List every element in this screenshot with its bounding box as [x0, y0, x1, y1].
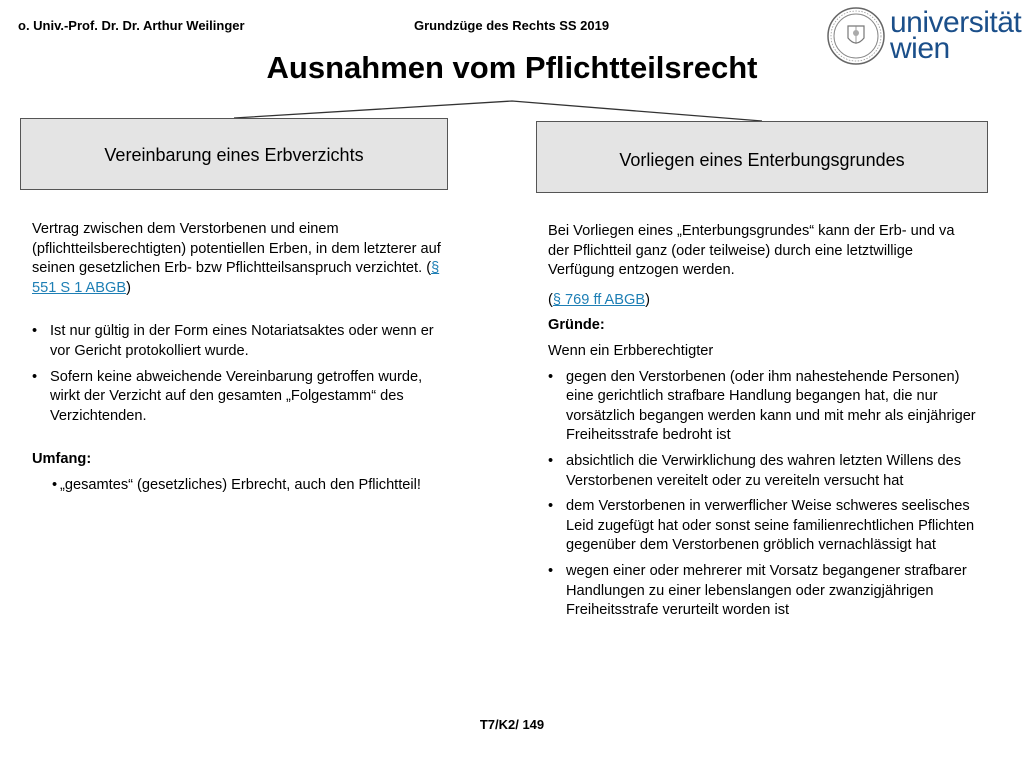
left-intro-close: ) — [126, 279, 131, 296]
right-column — [548, 222, 978, 621]
left-intro-text: Vertrag zwischen dem Verstorbenen und einem (pflichtteilsberechtigten) potentiellen Erben, in dem letzterer auf seinen gesetzlichen Erb- bzw Pflichtteilsanspruch verzichtet. ( — [32, 221, 441, 277]
list-item: • dem Verstorbenen in verwerflicher Weise schweres seelisches Leid zugefügt hat oder sonst seine familienrechtlichen Pflichten gegenüber dem Verstorbenen gröblich vernachlässigt hat — [548, 498, 975, 554]
list-item: • Ist nur gültig in der Form eines Notariatsaktes oder wenn er vor Gericht protokolliert wurde. — [32, 323, 434, 359]
box-erbverzicht: Vereinbarung eines Erbverzichts — [20, 118, 448, 190]
right-link-line: (§ 769 ff ABGB) — [548, 291, 650, 308]
list-item: • wegen einer oder mehrerer mit Vorsatz begangener strafbarer Handlungen zu einer lebenslangen oder zwanzigjährigen Freiheitsstrafe verurteilt worden ist — [548, 562, 967, 619]
header-author: o. Univ.-Prof. Dr. Dr. Arthur Weilinger — [18, 18, 245, 33]
logo-text-wien: wien — [890, 32, 950, 65]
logo-text-universitaet: universität — [890, 6, 1022, 39]
left-intro — [32, 220, 444, 298]
header-course: Grundzüge des Rechts SS 2019 — [414, 18, 610, 33]
scope-heading: Umfang: — [32, 451, 92, 468]
slide-number: T7/K2/ 149 — [479, 717, 545, 732]
left-bullet-list — [32, 322, 444, 426]
list-item: • absichtlich die Verwirklichung des wahren letzten Willens des Verstorbenen vereitelt oder zu vereiteln versucht hat — [548, 452, 962, 489]
page-title: Ausnahmen vom Pflichtteilsrecht — [266, 50, 758, 85]
grounds-heading: Gründe: — [548, 317, 605, 334]
list-item: • „gesamtes“ (gesetzliches) Erbrecht, auch den Pflichtteil! — [52, 476, 421, 493]
box-enterbungsgrund: Vorliegen eines Enterbungsgrundes — [536, 121, 988, 193]
link-769-abgb[interactable]: § 769 ff ABGB — [552, 291, 646, 308]
left-column — [32, 220, 444, 496]
list-item: • Sofern keine abweichende Vereinbarung getroffen wurde, wirkt der Verzicht auf den gesamten „Folgestamm“ des Verzichtenden. — [32, 368, 423, 424]
right-intro: Bei Vorliegen eines „Enterbungsgrundes“ kann der Erb- und va der Pflichtteil ganz (oder teilweise) durch eine letztwillige Verfügung entzogen werden. — [548, 223, 955, 279]
grounds-list — [548, 368, 978, 621]
link-551-abgb[interactable]: § 551 S 1 ABGB — [32, 260, 440, 296]
grounds-intro: Wenn ein Erbberechtigter — [548, 342, 714, 359]
scope-list — [32, 476, 444, 496]
list-item: • gegen den Verstorbenen (oder ihm nahestehende Personen) eine gerichtlich strafbare Handlung begangen hat, die nur vorsätzlich begangen werden kann und mit mehr als einjähriger Freiheitsstrafe bedroht ist — [548, 368, 976, 444]
